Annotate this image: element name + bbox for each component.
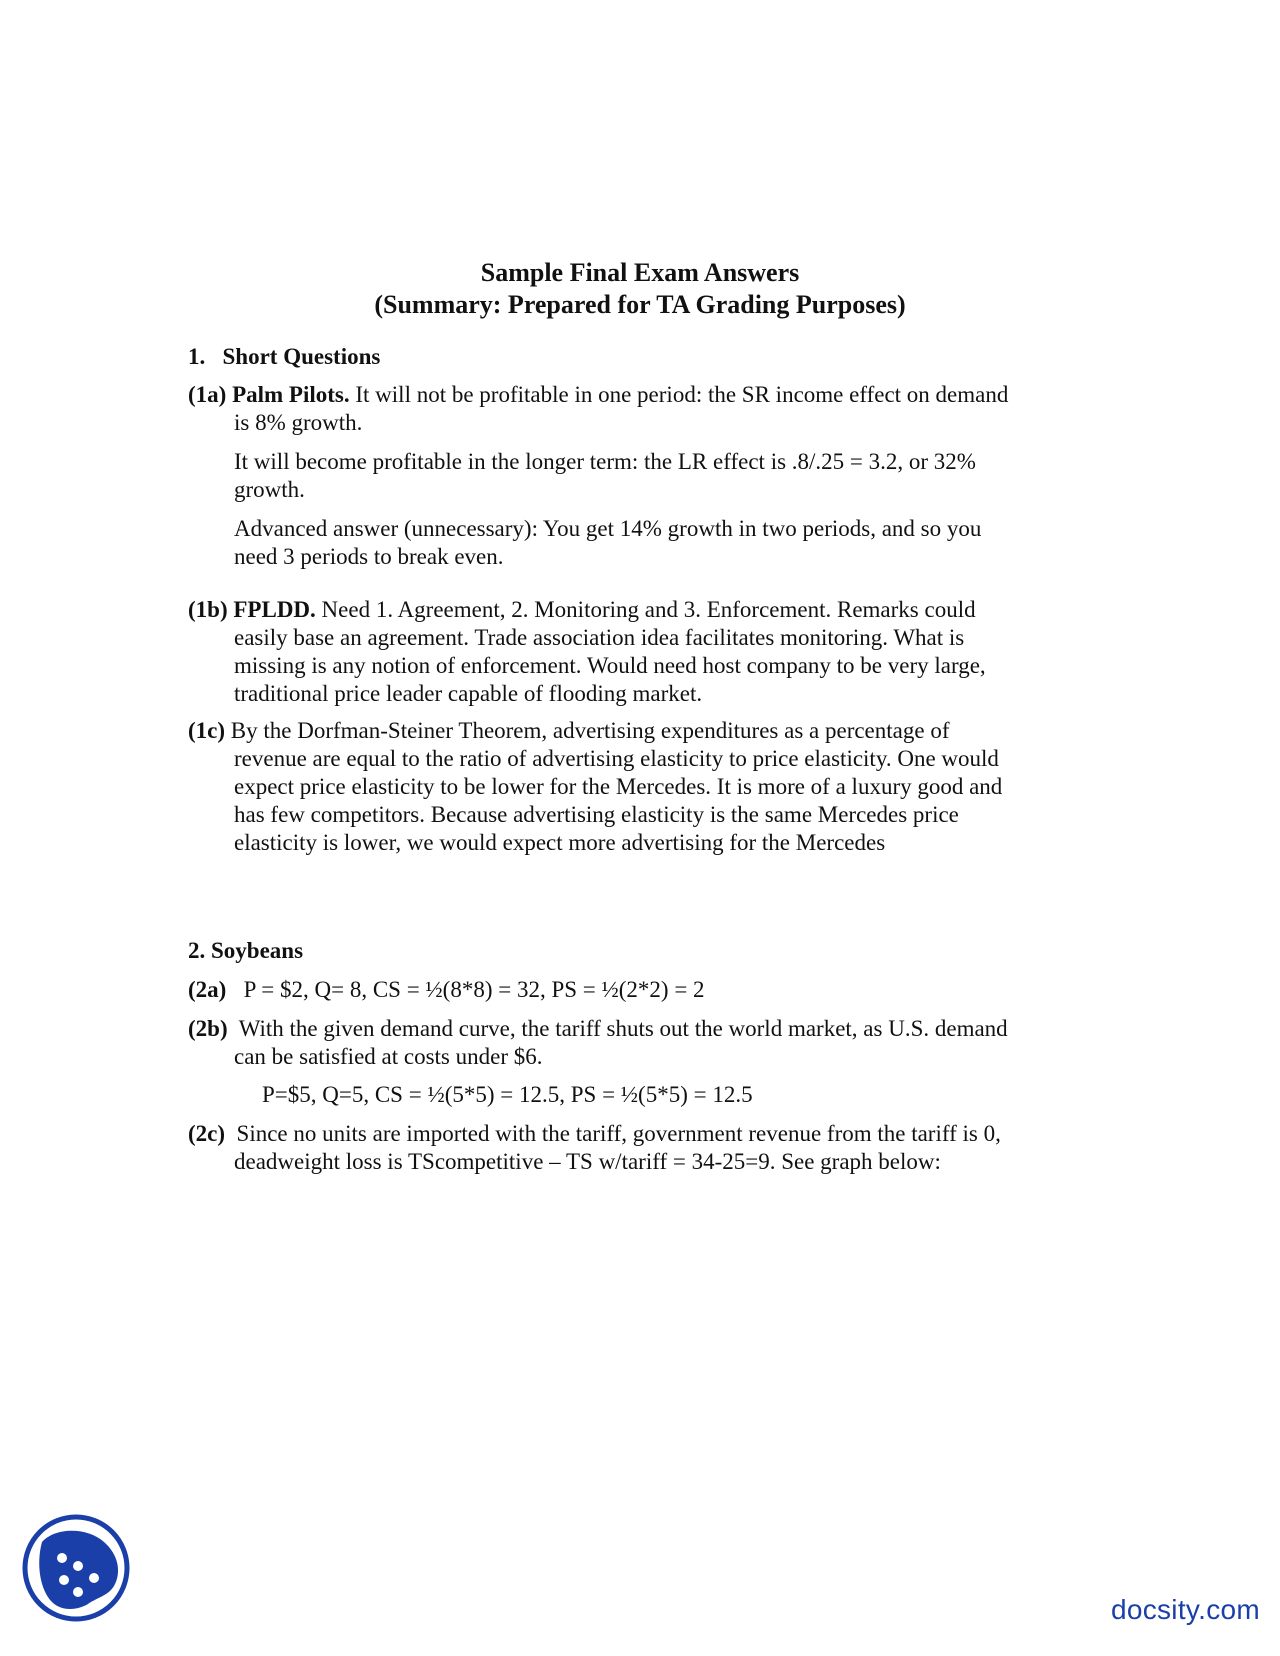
answer-1b-line-1: [188, 596, 1088, 624]
section-2-heading: 2. Soybeans: [188, 938, 304, 963]
answer-1a-lead: Palm Pilots.: [232, 382, 350, 407]
document-title: Sample Final Exam Answers: [480, 258, 800, 287]
answer-1a-p2-line-2: growth.: [234, 477, 305, 502]
section-1-number: 1.: [188, 344, 206, 369]
answer-1a-paragraph-2: [234, 448, 1084, 504]
answer-1c: [188, 717, 1088, 857]
answer-1c-line-3: expect price elasticity to be lower for the Mercedes. It is more of a luxury good and: [234, 774, 1003, 799]
answer-1b-tag: (1b): [188, 597, 228, 622]
document-subtitle: (Summary: Prepared for TA Grading Purposes): [374, 290, 906, 319]
answer-2a-tag: (2a): [188, 977, 227, 1002]
answer-1c-line-5: elasticity is lower, we would expect more advertising for the Mercedes: [234, 830, 886, 855]
answer-1a-line-2: is 8% growth.: [234, 410, 363, 435]
section-1-title: Short Questions: [222, 344, 381, 369]
answer-1c-tag: (1c): [188, 718, 226, 743]
answer-2c-line-2: deadweight loss is TScompetitive – TS w/tariff = 34-25=9. See graph below:: [234, 1149, 941, 1174]
answer-1b: [188, 596, 1088, 708]
answer-2b-result: [262, 1081, 1112, 1109]
answer-2c-tag: (2c): [188, 1121, 226, 1146]
answer-1a-tag: (1a): [188, 382, 227, 407]
answer-1a-p2-line-1: It will become profitable in the longer term: the LR effect is .8/.25 = 3.2, or 32%: [234, 449, 976, 474]
answer-1b-line-2: easily base an agreement. Trade association idea facilitates monitoring. What is: [234, 625, 965, 650]
logo-graphic: [20, 1512, 132, 1624]
answer-1a-text-1: It will not be profitable in one period: the SR income effect on demand: [349, 382, 1009, 407]
section-1-heading: [188, 343, 380, 371]
answer-2a-text: P = $2, Q= 8, CS = ½(8*8) = 32, PS = ½(2*2) = 2: [226, 977, 705, 1002]
answer-2b: [188, 1015, 1088, 1071]
answer-2b-tag: (2b): [188, 1016, 228, 1041]
answer-2b-line-1: [188, 1015, 1088, 1043]
answer-1a-paragraph-3: [234, 515, 1084, 571]
answer-2b-line-2: can be satisfied at costs under $6.: [234, 1044, 543, 1069]
answer-2a: [188, 976, 1088, 1004]
answer-2b-text-1: With the given demand curve, the tariff shuts out the world market, as U.S. demand: [227, 1016, 1008, 1041]
answer-1b-lead: FPLDD.: [233, 597, 316, 622]
answer-1c-line-1: [188, 717, 1088, 745]
answer-1b-text-1: Need 1. Agreement, 2. Monitoring and 3. Enforcement. Remarks could: [315, 597, 976, 622]
answer-1c-line-2: revenue are equal to the ratio of advertising elasticity to price elasticity. One would: [234, 746, 999, 771]
answer-2b-result-line: P=$5, Q=5, CS = ½(5*5) = 12.5, PS = ½(5*5) = 12.5: [262, 1082, 753, 1107]
answer-1c-line-4: has few competitors. Because advertising elasticity is the same Mercedes price: [234, 802, 959, 827]
answer-1a: [188, 381, 1088, 437]
answer-1b-line-4: traditional price leader capable of flooding market.: [234, 681, 703, 706]
answer-2a-line-1: [188, 976, 1088, 1004]
answer-1a-p3-line-1: Advanced answer (unnecessary): You get 14% growth in two periods, and so you: [234, 516, 982, 541]
answer-2c-text-1: Since no units are imported with the tariff, government revenue from the tariff is 0,: [225, 1121, 1001, 1146]
answer-2c-line-1: [188, 1120, 1088, 1148]
answer-1a-p3-line-2: need 3 periods to break even.: [234, 544, 504, 569]
answer-1a-line-1: [188, 381, 1088, 409]
answer-2c: [188, 1120, 1088, 1176]
docsity-brand-link[interactable]: docsity.com: [1110, 1594, 1260, 1625]
answer-1b-line-3: missing is any notion of enforcement. Would need host company to be very large,: [234, 653, 986, 678]
docsity-logo-icon[interactable]: [20, 1512, 132, 1624]
answer-1c-text-1: By the Dorfman-Steiner Theorem, advertising expenditures as a percentage of: [225, 718, 950, 743]
